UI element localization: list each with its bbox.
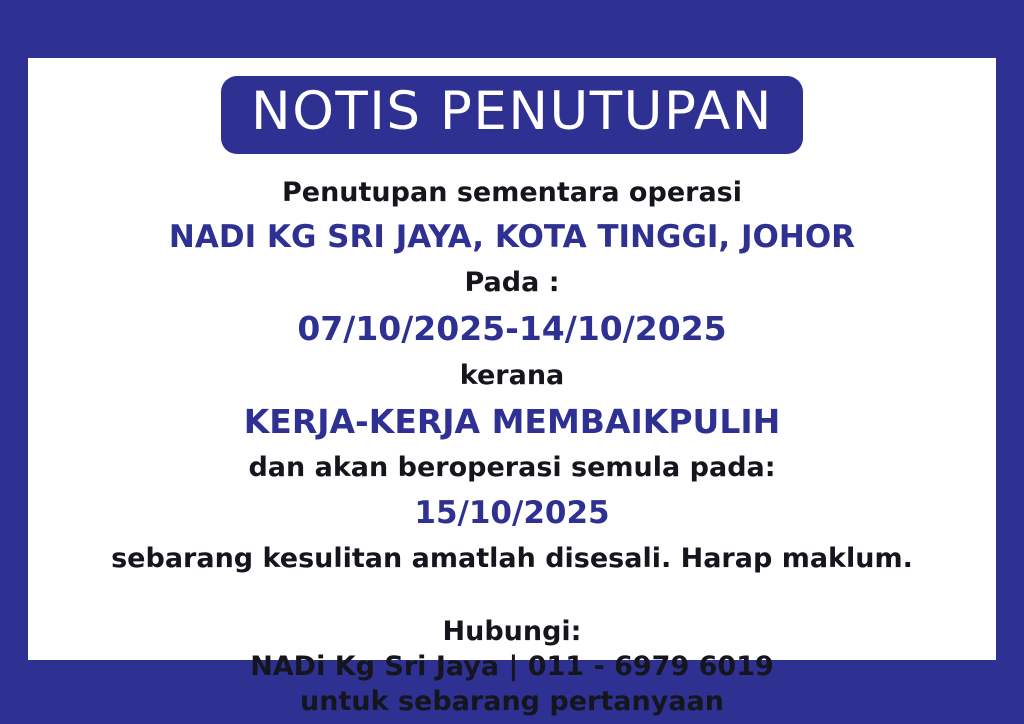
page-title: NOTIS PENUTUPAN xyxy=(221,76,803,154)
notice-line-reopen-date: 15/10/2025 xyxy=(414,494,610,531)
contact-block xyxy=(28,614,996,719)
notice-line-location: NADI KG SRI JAYA, KOTA TINGGI, JOHOR xyxy=(168,219,856,256)
notice-card xyxy=(28,58,996,718)
notice-line-date-range: 07/10/2025-14/10/2025 xyxy=(297,309,727,349)
notice-line-date-label: Pada : xyxy=(464,266,560,298)
notice-line-reason: KERJA-KERJA MEMBAIKPULIH xyxy=(243,402,781,442)
notice-body xyxy=(28,176,996,577)
notice-line-reason-label: kerana xyxy=(459,359,565,391)
notice-line-reopen-label: dan akan beroperasi semula pada: xyxy=(248,452,776,484)
contact-footer: untuk sebarang pertanyaan xyxy=(300,686,724,718)
contact-detail: NADi Kg Sri Jaya | 011 - 6979 6019 xyxy=(250,651,774,683)
notice-line-apology: sebarang kesulitan amatlah disesali. Harap maklum. xyxy=(111,542,913,574)
notice-line-1: Penutupan sementara operasi xyxy=(281,176,742,208)
contact-heading: Hubungi: xyxy=(442,616,582,648)
